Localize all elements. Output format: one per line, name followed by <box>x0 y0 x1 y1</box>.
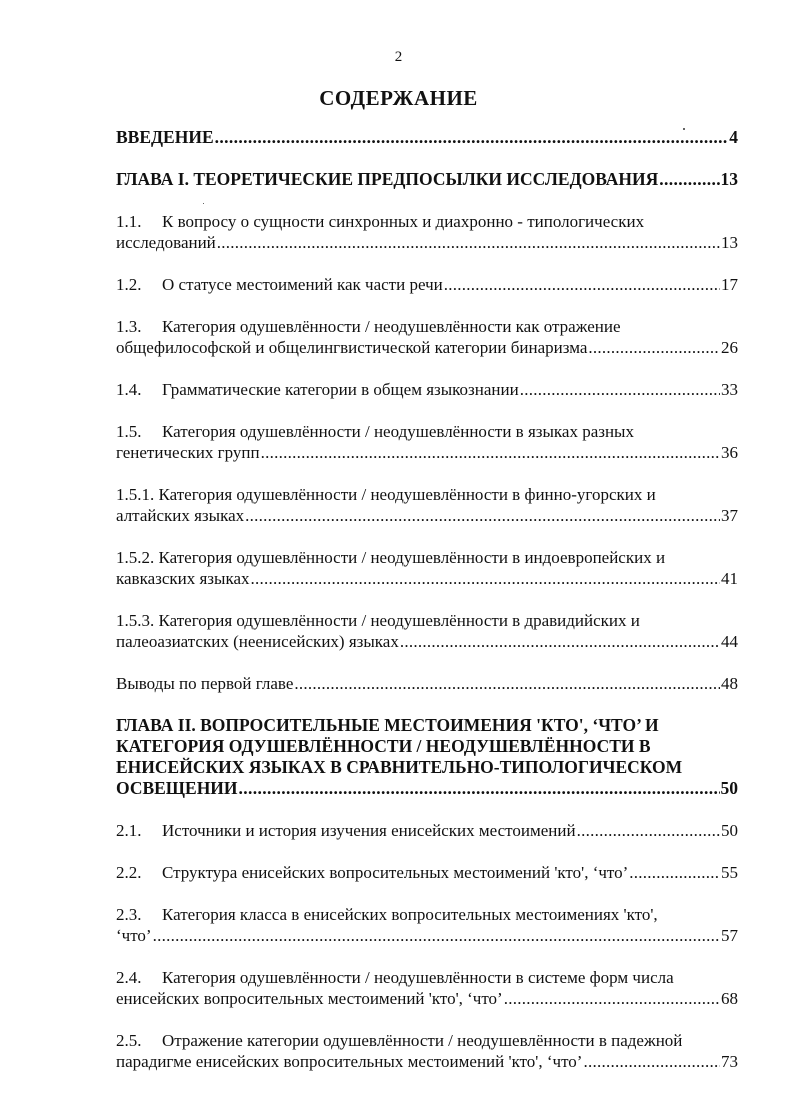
toc-entry-1-5-1[interactable] <box>116 484 738 526</box>
dot-leader <box>577 820 720 841</box>
toc-entry-text: исследований <box>116 233 216 252</box>
dot-leader <box>294 673 720 694</box>
toc-entry-text: Структура енисейских вопросительных местоимений 'кто', ‘что’ <box>162 863 629 882</box>
table-of-contents <box>116 127 738 1093</box>
toc-entry-1-5[interactable] <box>116 421 738 463</box>
section-number: 2.1. <box>116 821 142 840</box>
toc-entry-text: К вопросу о сущности синхронных и диахронно - типологических <box>162 212 645 231</box>
toc-entry-1-4[interactable] <box>116 379 738 400</box>
toc-entry-text: ОСВЕЩЕНИИ <box>116 778 238 798</box>
toc-entry-text: ГЛАВА I. ТЕОРЕТИЧЕСКИЕ ПРЕДПОСЫЛКИ ИССЛЕДОВАНИЯ <box>116 169 659 189</box>
toc-entry-text: Категория одушевлённости / неодушевлённости как отражение <box>162 317 621 336</box>
toc-entry-text: ЕНИСЕЙСКИХ ЯЗЫКАХ В СРАВНИТЕЛЬНО-ТИПОЛОГИЧЕСКОМ <box>116 757 683 777</box>
section-number: 2.5. <box>116 1031 142 1050</box>
dot-leader <box>215 127 729 148</box>
toc-entry-text: 1.5.2. Категория одушевлённости / неодушевлённости в индоевропейских и <box>116 548 666 567</box>
toc-entry-2-3[interactable] <box>116 904 738 946</box>
section-number: 1.4. <box>116 380 142 399</box>
section-number: 1.1. <box>116 212 142 231</box>
section-number: 2.3. <box>116 905 142 924</box>
toc-entry-text: Источники и история изучения енисейских местоимений <box>162 821 576 840</box>
dot-leader <box>217 232 720 253</box>
toc-entry-text: Категория класса в енисейских вопросительных местоимениях 'кто', <box>162 905 658 924</box>
toc-entry-text: ‘что’ <box>116 926 152 945</box>
toc-entry-text: генетических групп <box>116 443 260 462</box>
dot-leader <box>504 988 720 1009</box>
toc-entry-1-5-3[interactable] <box>116 610 738 652</box>
toc-entry-text: 1.5.3. Категория одушевлённости / неодушевлённости в дравидийских и <box>116 611 640 630</box>
toc-entry-text: палеоазиатских (неенисейских) языках <box>116 632 399 651</box>
dot-leader <box>261 442 720 463</box>
dot-leader <box>520 379 720 400</box>
toc-entry-text: ВВЕДЕНИЕ <box>116 127 214 147</box>
toc-page-number: 44 <box>721 632 738 651</box>
toc-page-number: 13 <box>721 233 738 252</box>
toc-page-number: 37 <box>721 506 738 525</box>
toc-page-number: 50 <box>720 778 738 798</box>
toc-entry-text: ГЛАВА II. ВОПРОСИТЕЛЬНЫЕ МЕСТОИМЕНИЯ 'КТО', ‘ЧТО’ И <box>116 715 659 735</box>
toc-page-number: 4 <box>729 127 738 147</box>
section-number: 1.5. <box>116 422 142 441</box>
toc-entry-1-3[interactable] <box>116 316 738 358</box>
toc-entry-text: кавказских языках <box>116 569 250 588</box>
toc-page-number: 13 <box>720 169 738 189</box>
toc-entry-text: Категория одушевлённости / неодушевлённости в системе форм числа <box>162 968 674 987</box>
section-number: 2.2. <box>116 863 142 882</box>
dot-leader <box>588 337 720 358</box>
dot-leader <box>659 169 719 190</box>
toc-entry-1-5-2[interactable] <box>116 547 738 589</box>
toc-entry-text: КАТЕГОРИЯ ОДУШЕВЛЁННОСТИ / НЕОДУШЕВЛЁННОСТИ В <box>116 736 651 756</box>
dot-leader <box>251 568 721 589</box>
toc-entry-text: Выводы по первой главе <box>116 674 294 693</box>
dot-leader <box>629 862 720 883</box>
section-number: 1.2. <box>116 275 142 294</box>
dot-leader <box>583 1051 720 1072</box>
toc-entry-1-1[interactable] <box>116 211 738 253</box>
dot-leader <box>400 631 720 652</box>
section-number: 1.3. <box>116 317 142 336</box>
dot-leader <box>444 274 720 295</box>
toc-entry-text: общефилософской и общелингвистической категории бинаризма <box>116 338 588 357</box>
toc-entry-2-5[interactable] <box>116 1030 738 1072</box>
toc-page-number: 55 <box>721 863 738 882</box>
toc-entry-1-2[interactable] <box>116 274 738 295</box>
toc-entry-text: енисейских вопросительных местоимений 'кто', ‘что’ <box>116 989 503 1008</box>
section-number: 2.4. <box>116 968 142 987</box>
page-title: СОДЕРЖАНИЕ <box>319 86 478 110</box>
toc-entry-conclusions-1[interactable] <box>116 673 738 694</box>
toc-entry-2-4[interactable] <box>116 967 738 1009</box>
toc-entry-text: О статусе местоимений как части речи <box>162 275 443 294</box>
toc-page-number: 17 <box>721 275 738 294</box>
toc-page-number: 41 <box>721 569 738 588</box>
dot-leader <box>239 778 720 799</box>
toc-page-number: 73 <box>721 1052 738 1071</box>
toc-entry-text: парадигме енисейских вопросительных местоимений 'кто', ‘что’ <box>116 1052 583 1071</box>
toc-page-number: 26 <box>721 338 738 357</box>
toc-entry-text: Отражение категории одушевлённости / неодушевлённости в падежной <box>162 1031 683 1050</box>
toc-entry-text: алтайских языках <box>116 506 245 525</box>
toc-entry-2-1[interactable] <box>116 820 738 841</box>
toc-page-number: 33 <box>721 380 738 399</box>
toc-page-number: 48 <box>721 674 738 693</box>
toc-entry-text: Грамматические категории в общем языкознании <box>162 380 519 399</box>
toc-entry-chapter-2[interactable] <box>116 715 738 799</box>
toc-entry-chapter-1[interactable] <box>116 169 738 190</box>
toc-entry-introduction[interactable] <box>116 127 738 148</box>
dot-leader <box>153 925 720 946</box>
toc-page-number: 36 <box>721 443 738 462</box>
toc-page-number: 68 <box>721 989 738 1008</box>
page-number: 2 <box>394 49 403 65</box>
toc-entry-2-2[interactable] <box>116 862 738 883</box>
toc-page-number: 50 <box>721 821 738 840</box>
dot-leader <box>245 505 720 526</box>
toc-entry-text: Категория одушевлённости / неодушевлённости в языках разных <box>162 422 634 441</box>
toc-entry-text: 1.5.1. Категория одушевлённости / неодушевлённости в финно-угорских и <box>116 485 656 504</box>
toc-page-number: 57 <box>721 926 738 945</box>
